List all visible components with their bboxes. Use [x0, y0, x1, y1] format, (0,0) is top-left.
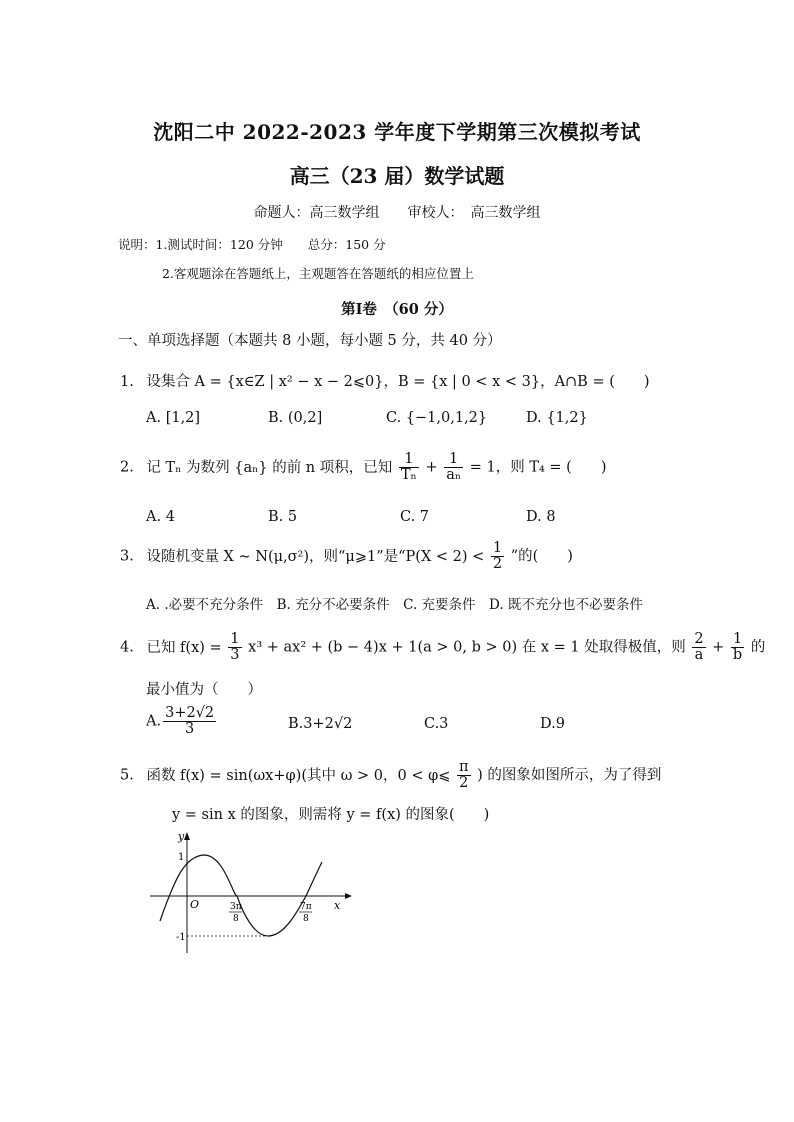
instructions-2: 2.客观题涂在答题纸上，主观题答在答题纸的相应位置上 [162, 266, 474, 281]
fraction [457, 760, 471, 791]
numerator: 2 [694, 631, 704, 647]
q1-option-d: D. {1,2} [526, 410, 588, 426]
q1-option-a: A. [1,2] [146, 410, 201, 426]
y-tick-minus-1: -1 [176, 932, 186, 943]
q2-option-d: D. 8 [526, 509, 556, 525]
x-tick-7pi-8-num: 7π [300, 902, 312, 912]
question-stem-end: ) 的图象如图所示，为了得到 [477, 767, 662, 784]
question-stem: 已知 f(x) = [146, 639, 222, 656]
question-3 [120, 541, 573, 572]
section-heading: 一、单项选择题（本题共 8 小题，每小题 5 分，共 40 分） [118, 333, 502, 349]
exam-title: 沈阳二中 2022-2023 学年度下学期第三次模拟考试 [153, 120, 641, 144]
question-number: 4. [120, 639, 134, 656]
q4-option-a [146, 706, 218, 737]
fraction [731, 632, 744, 663]
fraction [444, 452, 463, 483]
x-axis-arrow [345, 893, 352, 899]
question-stem-end: = 1，则 T₄ = ( ) [469, 459, 607, 476]
question-stem-mid: x³ + ax² + (b − 4)x + 1(a > 0, b > 0) 在 x = 1 处取得极值，则 [248, 639, 686, 656]
fraction [692, 632, 705, 663]
numerator: 1 [444, 452, 463, 468]
instructions-1: 说明：1.测试时间：120 分钟 总分：150 分 [118, 237, 386, 252]
question-4 [120, 632, 765, 663]
denominator: 3 [185, 721, 195, 738]
q2-option-a: A. 4 [146, 509, 175, 525]
sine-graph [140, 828, 360, 958]
q4-option-d: D.9 [540, 716, 565, 732]
fraction [163, 706, 216, 737]
question-stem-end: 的 [750, 639, 766, 656]
numerator: 3+2√2 [165, 705, 215, 721]
plus-sign: + [425, 459, 438, 476]
fraction [491, 541, 504, 572]
denominator: Tₙ [400, 467, 417, 484]
q4-stem-continued: 最小值为（ ） [146, 682, 262, 698]
y-axis-arrow [184, 832, 190, 840]
numerator: 1 [492, 540, 503, 556]
part-heading: 第Ⅰ卷 （60 分） [341, 301, 453, 318]
denominator: 2 [492, 556, 503, 573]
q2-option-c: C. 7 [400, 509, 430, 525]
q3-options: A. .必要不充分条件 B. 充分不必要条件 C. 充要条件 D. 既不充分也不必要条件 [146, 597, 643, 613]
denominator: 3 [230, 647, 240, 664]
question-number: 3. [120, 548, 134, 565]
origin-label: O [190, 898, 200, 911]
question-stem: 设随机变量 X ~ N(μ,σ²)，则“μ⩾1”是“P(X < 2) < [146, 548, 485, 565]
question-number: 2. [120, 459, 134, 476]
x-tick-3pi-8-den: 8 [233, 914, 239, 924]
fraction [228, 632, 241, 663]
q4-option-c: C.3 [424, 716, 449, 732]
x-tick-7pi-8-den: 8 [303, 914, 309, 924]
question-stem-end: ”的( ) [510, 548, 573, 565]
question-number: 1. [120, 374, 134, 390]
plus-sign: + [712, 639, 725, 656]
q1-option-c: C. {−1,0,1,2} [386, 410, 488, 426]
question-stem: 函数 f(x) = sin(ωx+φ)(其中 ω > 0，0 < φ⩽ [146, 767, 451, 784]
denominator: 2 [459, 775, 469, 792]
numerator: 1 [230, 631, 240, 647]
q4-option-b: B.3+2√2 [288, 716, 353, 732]
q2-option-b: B. 5 [268, 509, 298, 525]
option-label: A. [146, 713, 162, 730]
q5-stem-continued: y = sin x 的图象，则需将 y = f(x) 的图象( ) [172, 807, 490, 823]
y-axis-label: y [178, 830, 185, 843]
question-stem: 记 Tₙ 为数列 {aₙ} 的前 n 项积，已知 [146, 459, 393, 476]
authors-line: 命题人：高三数学组 审校人： 高三数学组 [253, 205, 541, 221]
q1-option-b: B. (0,2] [268, 410, 323, 426]
fraction [399, 452, 419, 483]
denominator: a [694, 647, 704, 664]
numerator: π [459, 759, 469, 775]
numerator: 1 [731, 632, 744, 648]
y-tick-1: 1 [178, 852, 185, 863]
question-2 [120, 452, 607, 483]
denominator: aₙ [446, 467, 462, 484]
denominator: b [732, 647, 743, 664]
exam-subtitle: 高三（23 届）数学试题 [289, 164, 505, 188]
question-stem: 设集合 A = {x∈Z | x² − x − 2⩽0}，B = {x | 0 < x < 3}，A∩B = ( ) [146, 374, 650, 390]
x-tick-3pi-8-num: 3π [230, 902, 242, 912]
numerator: 1 [399, 452, 419, 468]
question-number: 5. [120, 767, 134, 784]
question-5 [120, 760, 661, 791]
x-axis-label: x [334, 899, 341, 912]
question-1 [120, 370, 650, 391]
